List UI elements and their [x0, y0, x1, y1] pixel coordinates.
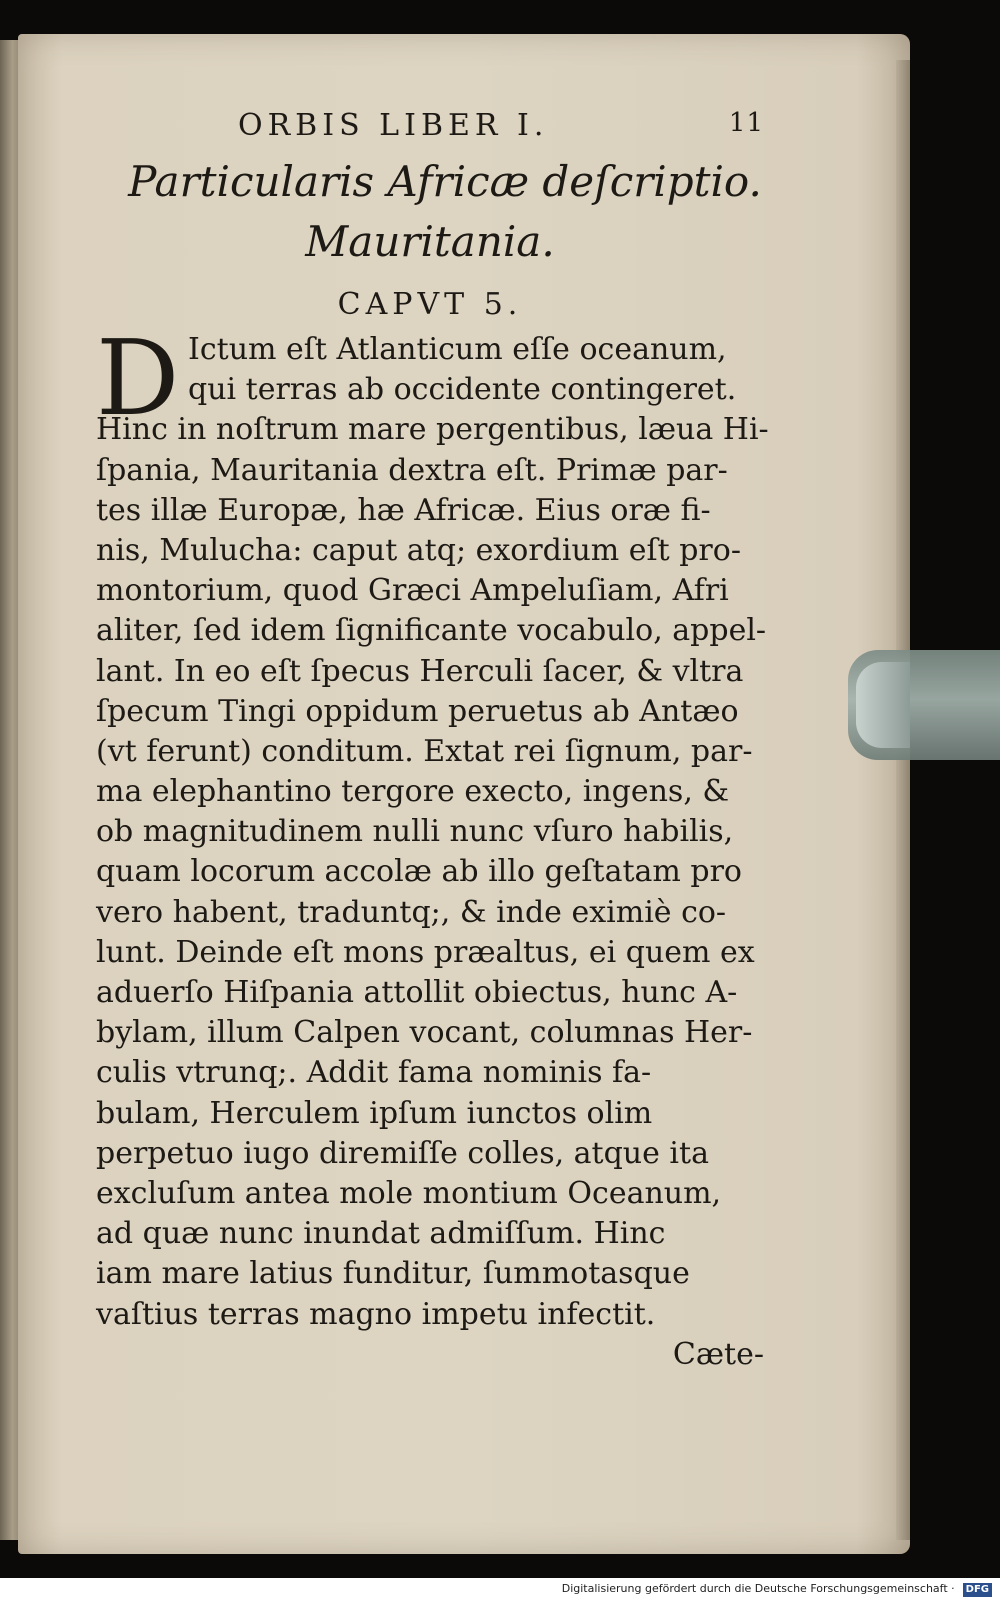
page-number: 11	[728, 108, 764, 138]
dfg-logo: DFG	[963, 1583, 992, 1597]
chapter-heading: CAPVT 5.	[337, 287, 523, 322]
text-line: culis vtrunq;. Addit fama nominis fa-	[96, 1055, 652, 1091]
text-line: bulam, Herculem ipſum iunctos olim	[96, 1095, 653, 1131]
section-subheading: Mauritania.	[305, 217, 555, 266]
text-line: nis, Mulucha: caput atq; exordium eſt pro-	[96, 532, 741, 568]
page-edge	[896, 60, 910, 1540]
text-line: lant. In eo eſt ſpecus Herculi ſacer, & vltra	[96, 653, 744, 689]
text-line: bylam, illum Calpen vocant, columnas Her-	[96, 1015, 753, 1051]
page-clip-grip	[856, 662, 910, 748]
text-line: ad quæ nunc inundat admiſſum. Hinc	[96, 1216, 666, 1252]
text-line: aliter, ſed idem ſignificante vocabulo, appel-	[96, 613, 767, 649]
text-line: Ictum eſt Atlanticum eſſe oceanum,	[188, 332, 727, 367]
body-text	[96, 317, 769, 1375]
text-line: perpetuo iugo diremiſſe colles, atque ita	[96, 1135, 709, 1171]
drop-cap: D	[96, 317, 180, 439]
text-line: ob magnitudinem nulli nunc vſuro habilis,	[96, 814, 734, 850]
digitization-footer	[0, 1578, 1000, 1600]
section-heading: Particularis Africæ deſcriptio.	[128, 157, 762, 206]
text-line: ma elephantino tergore execto, ingens, &	[96, 774, 730, 810]
text-line: excluſum antea mole montium Oceanum,	[96, 1175, 722, 1211]
text-line: ſpania, Mauritania dextra eſt. Primæ par-	[96, 452, 728, 488]
text-line: (vt ferunt) conditum. Extat rei ſignum, par-	[96, 733, 753, 769]
page-text	[96, 108, 769, 1375]
text-line: vero habent, traduntq;, & inde eximiè co-	[96, 894, 727, 930]
text-line: tes illæ Europæ, hæ Africæ. Eius oræ fi-	[96, 492, 711, 528]
running-head-title: ORBIS LIBER I.	[238, 108, 549, 143]
running-head	[96, 108, 764, 152]
text-line: Hinc in noſtrum mare pergentibus, læua Hi-	[96, 412, 769, 448]
text-line: iam mare latius funditur, ſummotasque	[96, 1256, 690, 1292]
text-line: ſpecum Tingi oppidum peruetus ab Antæo	[96, 693, 739, 729]
text-line: montorium, quod Græci Ampeluſiam, Afri	[96, 573, 729, 609]
text-line: aduerſo Hiſpania attollit obiectus, hunc A-	[96, 975, 738, 1010]
footer-credit: Digitalisierung gefördert durch die Deutsche Forschungsgemeinschaft ·	[561, 1582, 955, 1595]
text-line: quam locorum accolæ ab illo geſtatam pro	[96, 854, 742, 890]
catchword: Cæte-	[672, 1336, 764, 1372]
text-line: vaſtius terras magno impetu infectit.	[96, 1296, 656, 1332]
text-line: qui terras ab occidente contingeret.	[188, 372, 737, 408]
text-line: lunt. Deinde eſt mons præaltus, ei quem ex	[96, 934, 755, 970]
